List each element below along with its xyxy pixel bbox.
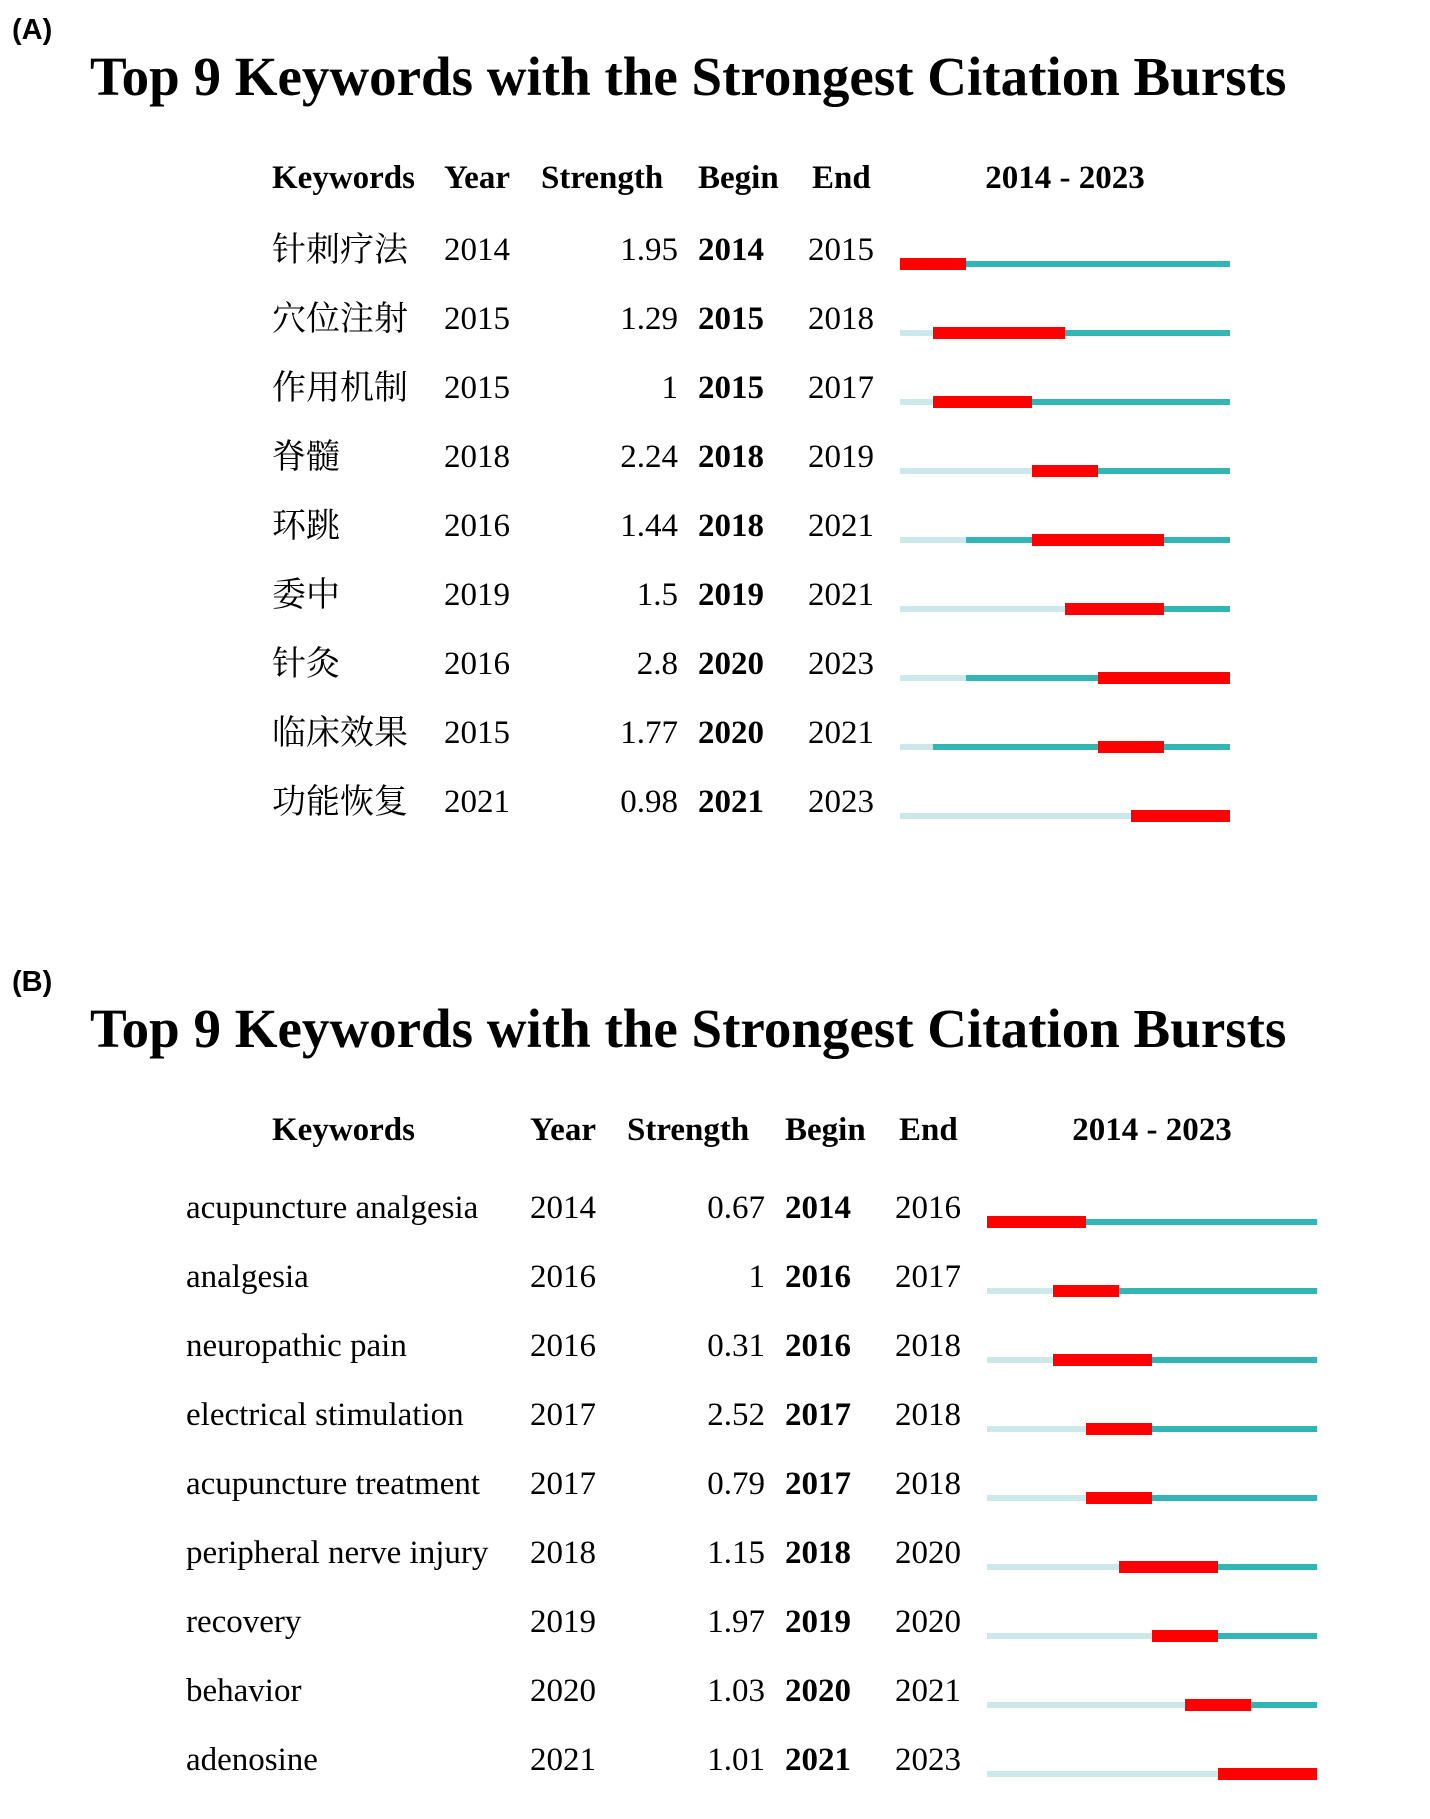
year-cell: 2018	[530, 1535, 596, 1571]
begin-cell: 2016	[785, 1259, 851, 1295]
year-cell: 2014	[444, 232, 510, 268]
begin-cell: 2015	[698, 370, 764, 406]
year-cell: 2015	[444, 370, 510, 406]
burst-bar	[1053, 1285, 1119, 1297]
burst-bar	[1119, 1561, 1218, 1573]
keyword-cell: 作用机制	[272, 368, 408, 408]
burst-timeline	[987, 1178, 1321, 1819]
inactive-segment	[900, 399, 933, 405]
inactive-segment	[900, 675, 966, 681]
year-cell: 2021	[444, 784, 510, 820]
begin-cell: 2019	[785, 1604, 851, 1640]
end-cell: 2021	[895, 1673, 961, 1709]
begin-cell: 2016	[785, 1328, 851, 1364]
strength-cell: 1.44	[620, 508, 678, 544]
strength-cell: 0.79	[707, 1466, 765, 1502]
end-cell: 2017	[895, 1259, 961, 1295]
inactive-segment	[900, 606, 1065, 612]
begin-cell: 2020	[698, 715, 764, 751]
strength-cell: 2.24	[620, 439, 678, 475]
active-segment	[933, 744, 1230, 750]
header-range: 2014 - 2023	[1072, 1112, 1232, 1148]
strength-cell: 0.31	[707, 1328, 765, 1364]
end-cell: 2019	[808, 439, 874, 475]
year-cell: 2015	[444, 715, 510, 751]
inactive-segment	[987, 1702, 1185, 1708]
keyword-cell: adenosine	[186, 1742, 318, 1778]
year-cell: 2017	[530, 1397, 596, 1433]
begin-cell: 2017	[785, 1397, 851, 1433]
header-year: Year	[444, 160, 510, 196]
keyword-cell: 功能恢复	[272, 782, 408, 822]
header-year: Year	[530, 1112, 596, 1148]
burst-bar	[1131, 810, 1230, 822]
inactive-segment	[900, 744, 933, 750]
end-cell: 2021	[808, 715, 874, 751]
inactive-segment	[900, 468, 1032, 474]
end-cell: 2018	[895, 1328, 961, 1364]
year-cell: 2016	[530, 1259, 596, 1295]
strength-cell: 0.98	[620, 784, 678, 820]
strength-cell: 0.67	[707, 1190, 765, 1226]
end-cell: 2023	[895, 1742, 961, 1778]
year-cell: 2018	[444, 439, 510, 475]
begin-cell: 2014	[785, 1190, 851, 1226]
strength-cell: 1.95	[620, 232, 678, 268]
keyword-cell: 针灸	[272, 644, 340, 684]
end-cell: 2021	[808, 577, 874, 613]
burst-bar	[1086, 1423, 1152, 1435]
burst-bar	[1065, 603, 1164, 615]
begin-cell: 2019	[698, 577, 764, 613]
inactive-segment	[900, 330, 933, 336]
end-cell: 2023	[808, 646, 874, 682]
end-cell: 2021	[808, 508, 874, 544]
strength-cell: 1.29	[620, 301, 678, 337]
strength-cell: 1.97	[707, 1604, 765, 1640]
burst-bar	[1032, 534, 1164, 546]
year-cell: 2016	[530, 1328, 596, 1364]
header-keywords: Keywords	[272, 160, 415, 196]
end-cell: 2018	[808, 301, 874, 337]
inactive-segment	[987, 1495, 1086, 1501]
burst-bar	[933, 327, 1065, 339]
keyword-cell: acupuncture treatment	[186, 1466, 481, 1502]
begin-cell: 2021	[785, 1742, 851, 1778]
year-cell: 2021	[530, 1742, 596, 1778]
burst-bar	[1098, 741, 1164, 753]
end-cell: 2015	[808, 232, 874, 268]
header-keywords: Keywords	[272, 1112, 415, 1148]
strength-cell: 1.01	[707, 1742, 765, 1778]
keyword-cell: 针刺疗法	[272, 230, 408, 270]
header-end: End	[899, 1112, 958, 1148]
inactive-segment	[987, 1357, 1053, 1363]
keyword-cell: 穴位注射	[272, 299, 408, 339]
begin-cell: 2014	[698, 232, 764, 268]
keyword-cell: behavior	[186, 1673, 302, 1709]
inactive-segment	[987, 1426, 1086, 1432]
begin-cell: 2018	[698, 439, 764, 475]
strength-cell: 1.5	[636, 577, 678, 613]
begin-cell: 2018	[785, 1535, 851, 1571]
burst-timeline	[900, 220, 1234, 861]
keyword-cell: neuropathic pain	[186, 1328, 407, 1364]
keyword-cell: 环跳	[272, 506, 340, 546]
header-begin: Begin	[698, 160, 779, 196]
keyword-cell: acupuncture analgesia	[186, 1190, 479, 1226]
burst-bar	[1152, 1630, 1218, 1642]
panel-label: (B)	[12, 966, 53, 998]
panel-label: (A)	[12, 14, 53, 46]
end-cell: 2020	[895, 1535, 961, 1571]
burst-bar	[1218, 1768, 1317, 1780]
header-strength: Strength	[541, 160, 664, 196]
begin-cell: 2020	[698, 646, 764, 682]
inactive-segment	[987, 1633, 1152, 1639]
year-cell: 2015	[444, 301, 510, 337]
inactive-segment	[987, 1771, 1218, 1777]
strength-cell: 1	[748, 1259, 765, 1295]
end-cell: 2023	[808, 784, 874, 820]
begin-cell: 2020	[785, 1673, 851, 1709]
header-begin: Begin	[785, 1112, 866, 1148]
inactive-segment	[987, 1564, 1119, 1570]
inactive-segment	[987, 1288, 1053, 1294]
end-cell: 2016	[895, 1190, 961, 1226]
keyword-cell: recovery	[186, 1604, 302, 1640]
end-cell: 2018	[895, 1466, 961, 1502]
keyword-cell: 委中	[272, 575, 340, 615]
keyword-cell: 脊髓	[272, 437, 340, 477]
keyword-cell: analgesia	[186, 1259, 309, 1295]
burst-bar	[987, 1216, 1086, 1228]
burst-bar	[1032, 465, 1098, 477]
year-cell: 2016	[444, 646, 510, 682]
header-range: 2014 - 2023	[985, 160, 1145, 196]
strength-cell: 2.52	[707, 1397, 765, 1433]
keyword-cell: electrical stimulation	[186, 1397, 464, 1433]
end-cell: 2018	[895, 1397, 961, 1433]
header-strength: Strength	[627, 1112, 750, 1148]
end-cell: 2020	[895, 1604, 961, 1640]
header-end: End	[812, 160, 871, 196]
strength-cell: 1.15	[707, 1535, 765, 1571]
inactive-segment	[900, 537, 966, 543]
burst-bar	[1053, 1354, 1152, 1366]
strength-cell: 1	[661, 370, 678, 406]
burst-bar	[1086, 1492, 1152, 1504]
keyword-cell: 临床效果	[272, 713, 408, 753]
burst-bar	[1185, 1699, 1251, 1711]
keyword-cell: peripheral nerve injury	[186, 1535, 489, 1571]
year-cell: 2019	[444, 577, 510, 613]
strength-cell: 1.03	[707, 1673, 765, 1709]
chart-title: Top 9 Keywords with the Strongest Citation Bursts	[90, 46, 1287, 107]
year-cell: 2017	[530, 1466, 596, 1502]
begin-cell: 2021	[698, 784, 764, 820]
begin-cell: 2017	[785, 1466, 851, 1502]
burst-bar	[900, 258, 966, 270]
chart-title: Top 9 Keywords with the Strongest Citation Bursts	[90, 998, 1287, 1059]
burst-bar	[933, 396, 1032, 408]
inactive-segment	[900, 813, 1131, 819]
begin-cell: 2018	[698, 508, 764, 544]
strength-cell: 1.77	[620, 715, 678, 751]
end-cell: 2017	[808, 370, 874, 406]
burst-bar	[1098, 672, 1230, 684]
year-cell: 2020	[530, 1673, 596, 1709]
year-cell: 2019	[530, 1604, 596, 1640]
year-cell: 2014	[530, 1190, 596, 1226]
year-cell: 2016	[444, 508, 510, 544]
strength-cell: 2.8	[636, 646, 678, 682]
begin-cell: 2015	[698, 301, 764, 337]
